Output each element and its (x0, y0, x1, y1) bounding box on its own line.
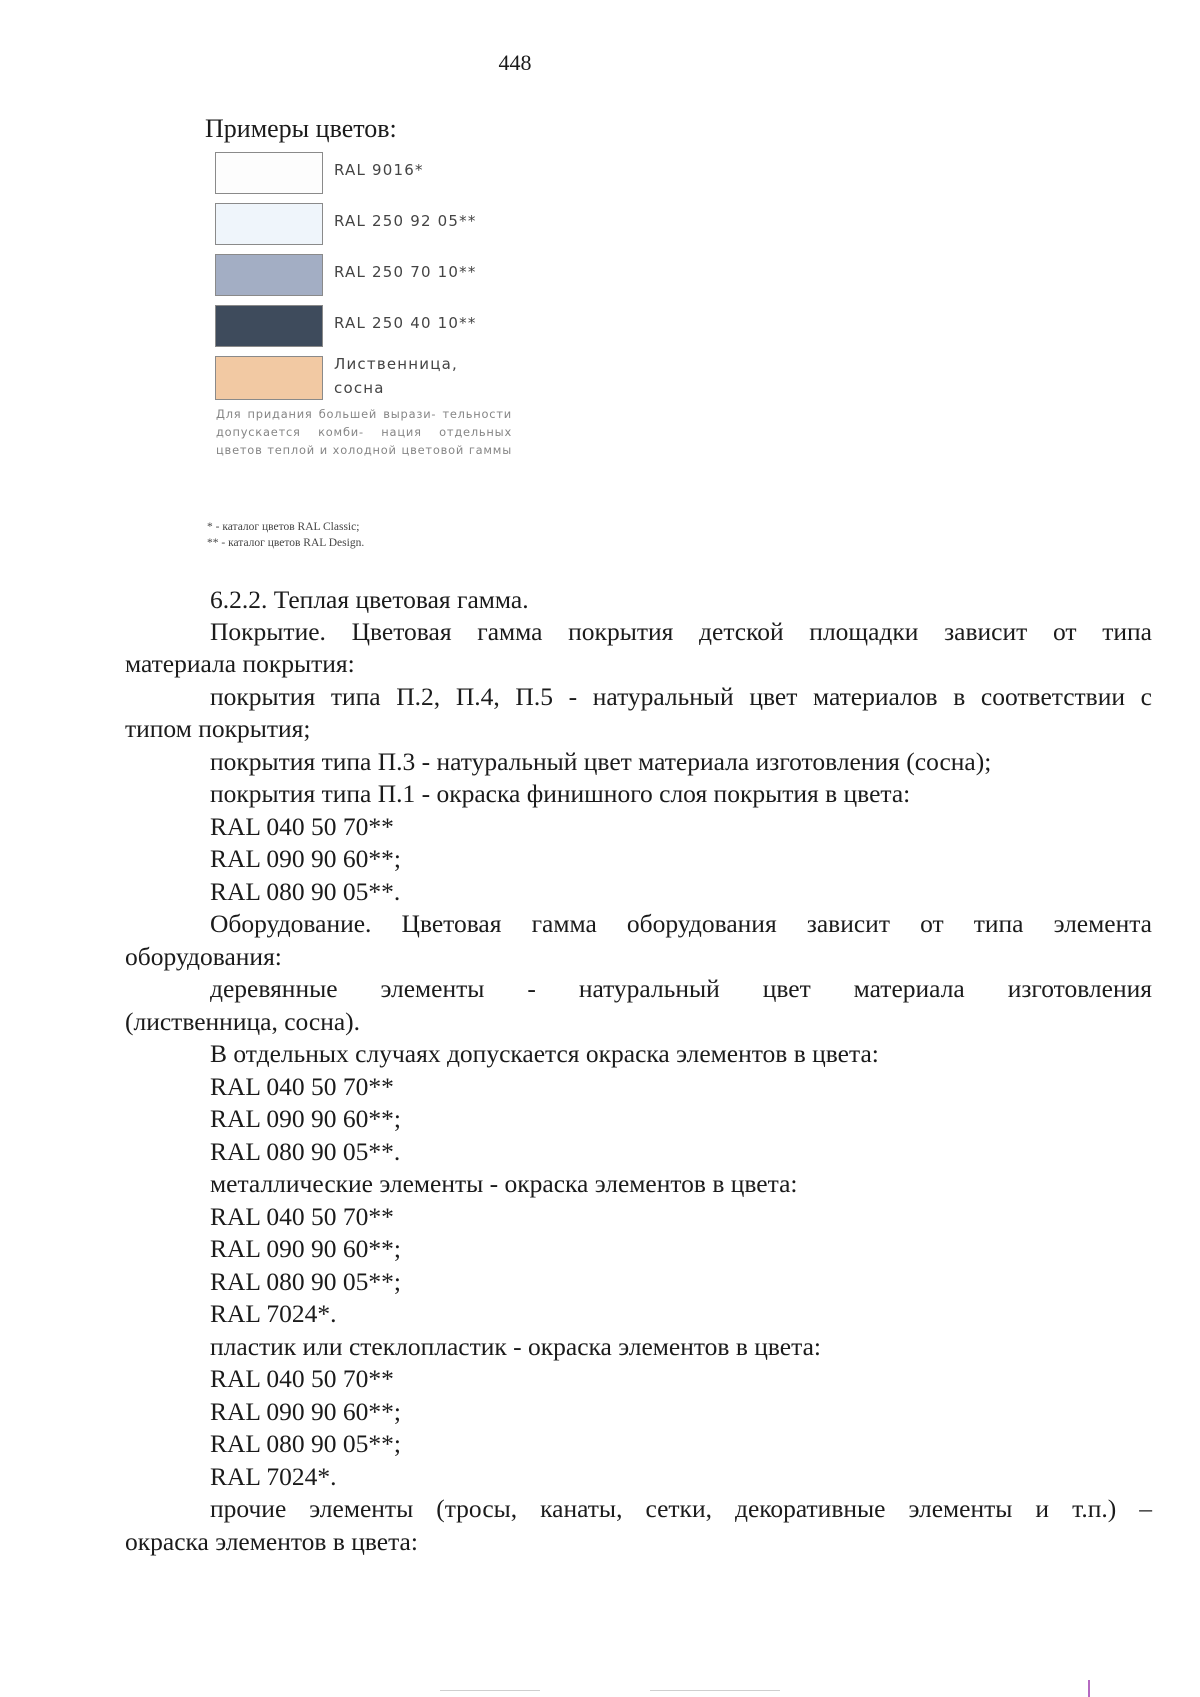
section-heading: 6.2.2. Теплая цветовая гамма. (210, 585, 529, 614)
swatch-label: Лиственница, (334, 355, 459, 373)
paragraph-line: пластик или стеклопластик - окраска элементов в цвета: (210, 1332, 821, 1361)
swatch-ral-250-70-10 (215, 254, 323, 296)
ral-code-line: RAL 7024*. (210, 1462, 337, 1491)
color-combination-note: Для придания большей вырази- тельности допускается комби- нация отдельных цветов теплой и холодной цветовой гаммы (216, 407, 512, 457)
ral-code-line: RAL 7024*. (210, 1299, 337, 1328)
swatch-ral-250-40-10 (215, 305, 323, 347)
paragraph-line: деревянные элементы - натуральный цвет материала изготовления (210, 974, 1152, 1003)
paragraph-line: покрытия типа П.1 - окраска финишного слоя покрытия в цвета: (210, 779, 911, 808)
swatch-label: RAL 9016* (334, 161, 424, 179)
ral-code-line: RAL 040 50 70** (210, 1364, 394, 1393)
paragraph-line: металлические элементы - окраска элементов в цвета: (210, 1169, 798, 1198)
swatch-label: сосна (334, 379, 385, 397)
ral-code-line: RAL 090 90 60**; (210, 844, 402, 873)
paragraph-line: материала покрытия: (125, 649, 355, 678)
ral-code-line: RAL 090 90 60**; (210, 1104, 402, 1133)
ral-code-line: RAL 080 90 05**; (210, 1429, 402, 1458)
examples-title: Примеры цветов: (205, 114, 397, 143)
ral-code-line: RAL 090 90 60**; (210, 1234, 402, 1263)
swatch-larch-pine (215, 356, 323, 400)
swatch-label: RAL 250 40 10** (334, 314, 477, 332)
scan-edge-line (650, 1690, 780, 1691)
swatch-label: RAL 250 70 10** (334, 263, 477, 281)
paragraph-line: В отдельных случаях допускается окраска элементов в цвета: (210, 1039, 879, 1068)
paragraph-line: окраска элементов в цвета: (125, 1527, 418, 1556)
paragraph-line: покрытия типа П.3 - натуральный цвет материала изготовления (сосна); (210, 747, 992, 776)
footnote-ral-design: ** - каталог цветов RAL Design. (207, 537, 365, 549)
paragraph-line: покрытия типа П.2, П.4, П.5 - натуральный цвет материалов в соответствии с (210, 682, 1152, 711)
scan-edge-mark (1088, 1680, 1090, 1697)
paragraph-line: Покрытие. Цветовая гамма покрытия детской площадки зависит от типа (210, 617, 1152, 646)
ral-code-line: RAL 080 90 05**; (210, 1267, 402, 1296)
ral-code-line: RAL 080 90 05**. (210, 877, 401, 906)
ral-code-line: RAL 040 50 70** (210, 812, 394, 841)
paragraph-line: оборудования: (125, 942, 282, 971)
swatch-ral-250-92-05 (215, 203, 323, 245)
swatch-ral-9016 (215, 152, 323, 194)
ral-code-line: RAL 080 90 05**. (210, 1137, 401, 1166)
scan-edge-line (440, 1690, 540, 1691)
ral-code-line: RAL 090 90 60**; (210, 1397, 402, 1426)
ral-code-line: RAL 040 50 70** (210, 1072, 394, 1101)
paragraph-line: типом покрытия; (125, 714, 311, 743)
paragraph-line: (лиственница, сосна). (125, 1007, 361, 1036)
footnote-ral-classic: * - каталог цветов RAL Classic; (207, 521, 360, 533)
paragraph-line: Оборудование. Цветовая гамма оборудования зависит от типа элемента (210, 909, 1152, 938)
swatch-label: RAL 250 92 05** (334, 212, 477, 230)
ral-code-line: RAL 040 50 70** (210, 1202, 394, 1231)
page-number: 448 (498, 50, 532, 75)
paragraph-line: прочие элементы (тросы, канаты, сетки, декоративные элементы и т.п.) – (210, 1494, 1152, 1523)
